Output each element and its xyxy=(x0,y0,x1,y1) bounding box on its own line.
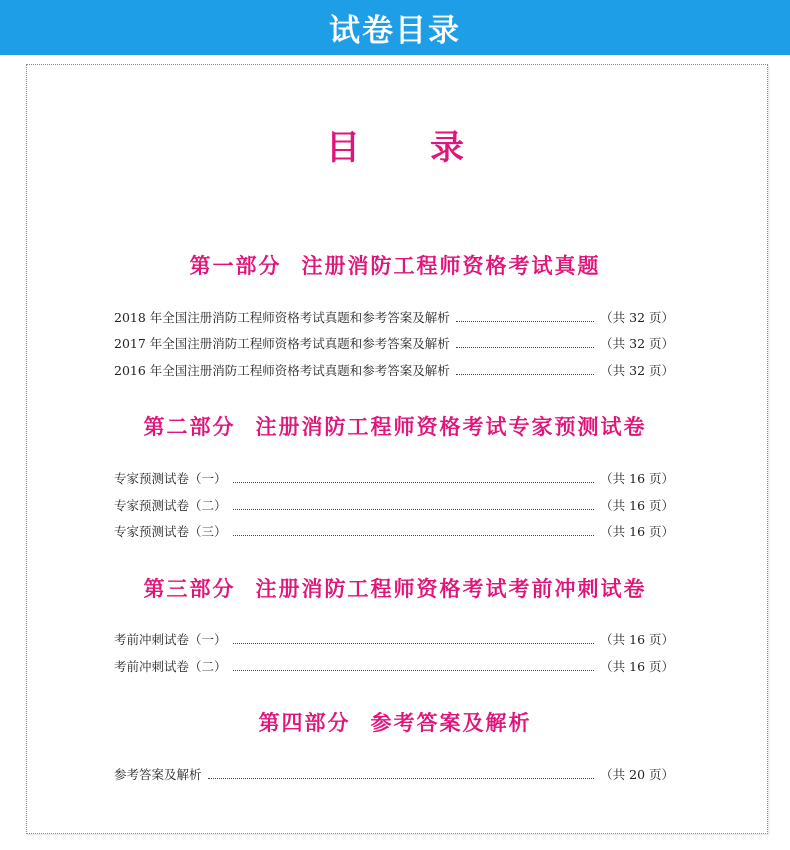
document-title xyxy=(0,120,790,169)
toc-entry[interactable] xyxy=(114,522,674,540)
toc-entry[interactable] xyxy=(114,496,674,514)
leader-dots xyxy=(233,526,595,536)
leader-dots xyxy=(233,500,595,510)
toc-entry-pages: （共 16 页） xyxy=(600,632,674,647)
toc-entry-pages: （共 32 页） xyxy=(600,336,674,351)
leader-dots xyxy=(233,661,595,671)
part-label: 第二部分 xyxy=(143,415,236,439)
part-title: 注册消防工程师资格考试真题 xyxy=(301,254,601,278)
toc-entry[interactable] xyxy=(114,765,674,783)
toc-entry-pages: （共 16 页） xyxy=(600,659,674,674)
toc-entry-text: 参考答案及解析 xyxy=(114,767,202,782)
toc-entry[interactable] xyxy=(114,334,674,352)
banner-title: 试卷目录 xyxy=(329,13,461,49)
part-2-heading xyxy=(0,411,790,441)
part-label: 第一部分 xyxy=(189,254,282,278)
toc-entry-pages: （共 16 页） xyxy=(600,524,674,539)
toc-entry[interactable] xyxy=(114,657,674,675)
toc-entry-pages: （共 32 页） xyxy=(600,310,674,325)
part-label: 第三部分 xyxy=(143,577,236,601)
toc-entry-text: 专家预测试卷（一） xyxy=(114,471,227,486)
toc-entry-text: 专家预测试卷（二） xyxy=(114,498,227,513)
toc-entry-text: 考前冲刺试卷（一） xyxy=(114,632,227,647)
leader-dots xyxy=(456,338,594,348)
part-title: 注册消防工程师资格考试考前冲刺试卷 xyxy=(255,577,647,601)
toc-entry-pages: （共 32 页） xyxy=(600,363,674,378)
toc-entry-pages: （共 16 页） xyxy=(600,498,674,513)
part-4-heading xyxy=(0,707,790,737)
toc-entry-text: 专家预测试卷（三） xyxy=(114,524,227,539)
toc-entry-pages: （共 16 页） xyxy=(600,471,674,486)
part-label: 第四部分 xyxy=(258,711,351,735)
leader-dots xyxy=(233,634,595,644)
toc-entry-text: 考前冲刺试卷（二） xyxy=(114,659,227,674)
toc-entry-text: 2017 年全国注册消防工程师资格考试真题和参考答案及解析 xyxy=(114,336,450,351)
leader-dots xyxy=(456,312,594,322)
toc-entry-text: 2016 年全国注册消防工程师资格考试真题和参考答案及解析 xyxy=(114,363,450,378)
toc-entry[interactable] xyxy=(114,469,674,487)
toc-entry[interactable] xyxy=(114,308,674,326)
header-banner xyxy=(0,0,790,55)
leader-dots xyxy=(233,473,595,483)
leader-dots xyxy=(208,769,595,779)
part-1-heading xyxy=(0,250,790,280)
toc-entry-pages: （共 20 页） xyxy=(600,767,674,782)
leader-dots xyxy=(456,365,594,375)
title-char-left: 目 xyxy=(326,128,360,168)
toc-entry[interactable] xyxy=(114,361,674,379)
toc-entry-text: 2018 年全国注册消防工程师资格考试真题和参考答案及解析 xyxy=(114,310,450,325)
toc-entry[interactable] xyxy=(114,630,674,648)
part-title: 参考答案及解析 xyxy=(370,711,532,735)
part-title: 注册消防工程师资格考试专家预测试卷 xyxy=(255,415,647,439)
title-char-right: 录 xyxy=(430,128,464,168)
part-3-heading xyxy=(0,573,790,603)
